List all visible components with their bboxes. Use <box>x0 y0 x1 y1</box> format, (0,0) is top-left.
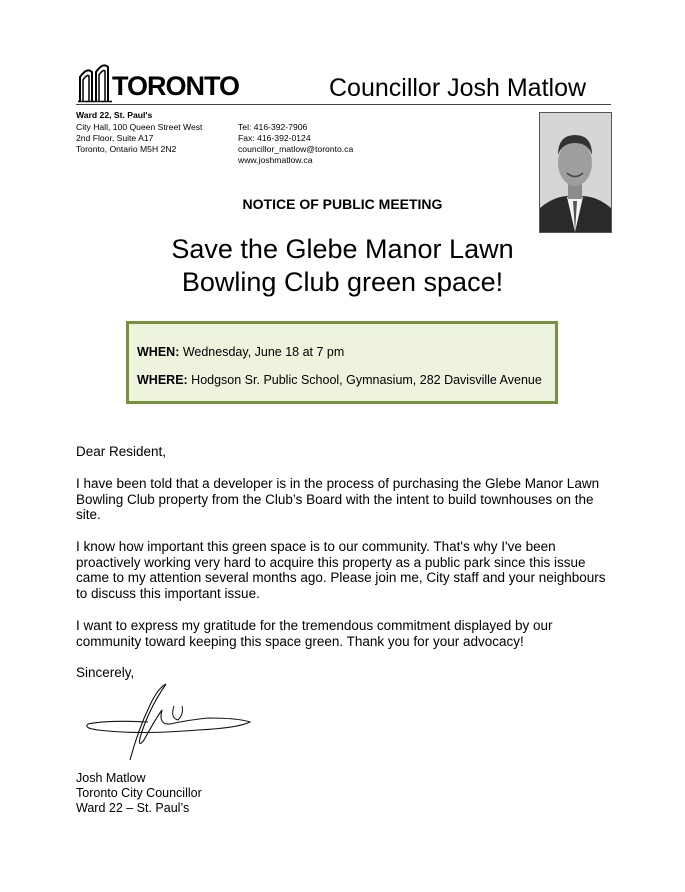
address-line: Toronto, Ontario M5H 2N2 <box>76 144 177 154</box>
letter-paragraph: I know how important this green space is to our community. That's why I've been proactively working very hard to acquire this property as a public park since this issue came to my attention several months ago. Please join me, City staff and your neighbours to discuss this important issue. <box>76 539 606 601</box>
councillor-title: Councillor Josh Matlow <box>329 74 587 102</box>
meeting-info-box <box>126 321 558 404</box>
toronto-logo <box>78 63 240 103</box>
where-label: WHERE: <box>137 373 188 387</box>
website-link[interactable]: www.joshmatlow.ca <box>238 155 313 165</box>
when-value: Wednesday, June 18 at 7 pm <box>179 345 345 359</box>
letter-paragraph: I want to express my gratitude for the tremendous commitment displayed by our community toward keeping this space green. Thank you for your advocacy! <box>76 618 553 649</box>
address-line: City Hall, 100 Queen Street West <box>76 122 203 132</box>
when-line <box>137 345 344 359</box>
address-line: 2nd Floor, Suite A17 <box>76 133 154 143</box>
headline-line: Save the Glebe Manor Lawn <box>171 234 514 264</box>
headline-line: Bowling Club green space! <box>181 267 504 297</box>
signer-title: Toronto City Councillor <box>76 786 202 800</box>
ward-label: Ward 22, St. Paul's <box>76 110 153 120</box>
letter-paragraph: I have been told that a developer is in the process of purchasing the Glebe Manor Lawn Bowling Club property from the Club’s Board with the intent to build townhouses on the site. <box>76 476 600 522</box>
when-label: WHEN: <box>137 345 180 359</box>
where-line <box>137 373 542 387</box>
closing: Sincerely, <box>76 665 135 680</box>
logo-wordmark: TORONTO <box>112 71 240 101</box>
telephone: Tel: 416-392-7906 <box>238 122 308 132</box>
handwritten-signature <box>78 680 258 765</box>
councillor-photo <box>539 112 612 233</box>
salutation: Dear Resident, <box>76 444 167 459</box>
headline <box>0 233 685 299</box>
notice-title: NOTICE OF PUBLIC MEETING <box>242 196 443 212</box>
header-divider <box>76 104 611 105</box>
signer-name: Josh Matlow <box>76 771 146 785</box>
signer-ward: Ward 22 – St. Paul’s <box>76 801 190 815</box>
where-value: Hodgson Sr. Public School, Gymnasium, 282 Davisville Avenue <box>187 373 542 387</box>
fax: Fax: 416-392-0124 <box>238 133 311 143</box>
email-link[interactable]: councillor_matlow@toronto.ca <box>238 144 354 154</box>
